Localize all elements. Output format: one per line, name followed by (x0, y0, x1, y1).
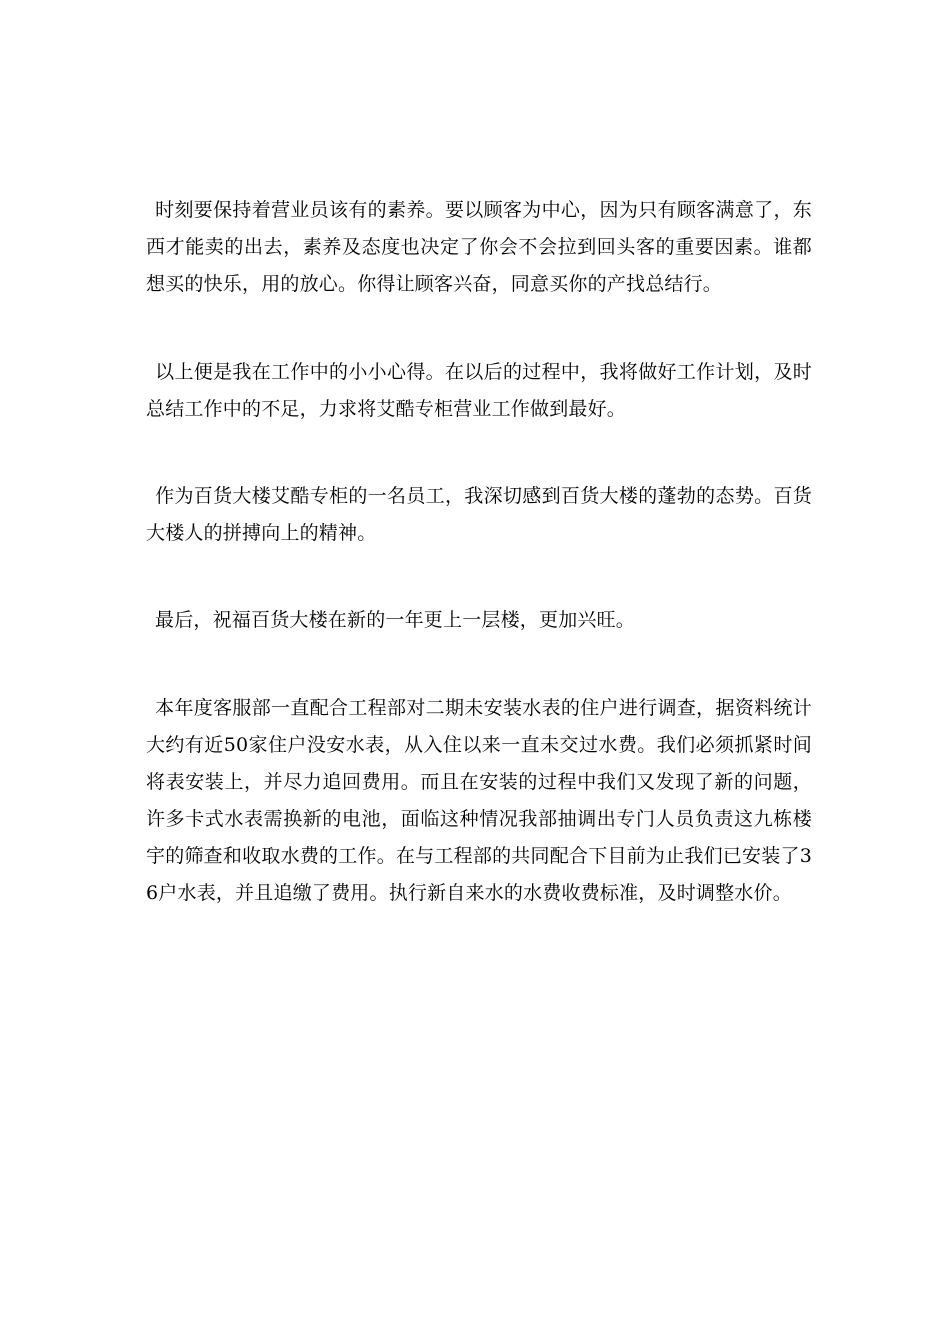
paragraph-2-text: 以上便是我在工作中的小小心得。在以后的过程中，我将做好工作计划，及时总结工作中的不足，力求将艾酷专柜营业工作做到最好。 (146, 361, 812, 420)
paragraph-3 (146, 478, 812, 552)
document-body (146, 192, 812, 912)
paragraph-1 (146, 192, 812, 303)
paragraph-1-text: 时刻要保持着营业员该有的素养。要以顾客为中心，因为只有顾客满意了，东西才能卖的出去，素养及态度也决定了你会不会拉到回头客的重要因素。谁都想买的快乐，用的放心。你得让顾客兴奋，同意买你的产找总结行。 (146, 199, 812, 295)
paragraph-5 (146, 690, 812, 912)
paragraph-2 (146, 354, 812, 428)
paragraph-5-text: 本年度客服部一直配合工程部对二期未安装水表的住户进行调查，据资料统计大约有近50家住户没安水表，从入住以来一直未交过水费。我们必须抓紧时间将表安装上，并尽力追回费用。而且在安装的过程中我们又发现了新的问题，许多卡式水表需换新的电池，面临这种情况我部抽调出专门人员负责这九栋楼宇的筛查和收取水费的工作。在与工程部的共同配合下目前为止我们已安装了36户水表，并且追缴了费用。执行新自来水的水费收费标准，及时调整水价。 (146, 697, 812, 904)
paragraph-4 (146, 602, 812, 639)
paragraph-4-text: 最后，祝福百货大楼在新的一年更上一层楼，更加兴旺。 (155, 609, 636, 631)
paragraph-3-text: 作为百货大楼艾酷专柜的一名员工，我深切感到百货大楼的蓬勃的态势。百货大楼人的拼搏向上的精神。 (146, 485, 812, 544)
